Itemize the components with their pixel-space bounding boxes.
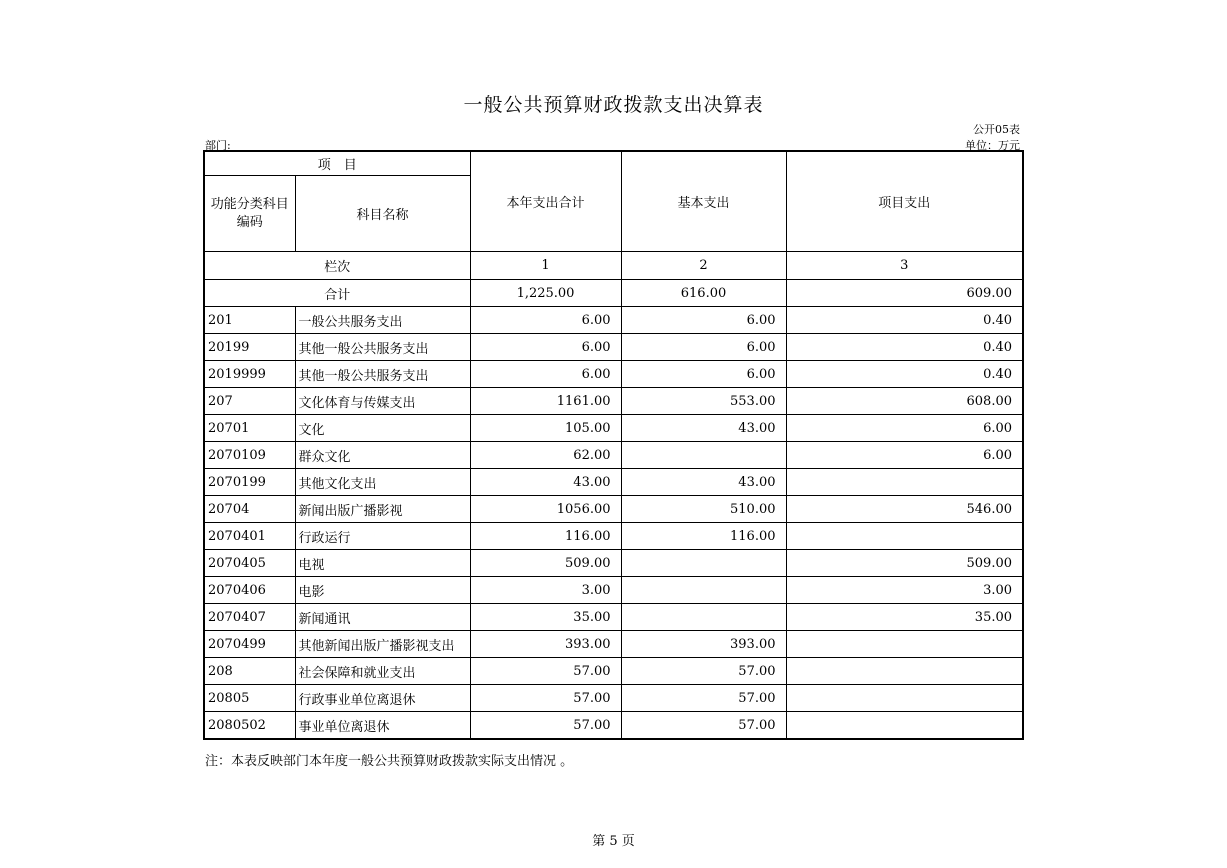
row-total: 3.00 xyxy=(470,577,621,604)
row-total: 6.00 xyxy=(470,361,621,388)
row-subject-name: 社会保障和就业支出 xyxy=(295,658,470,685)
row-total: 6.00 xyxy=(470,307,621,334)
row-basic: 6.00 xyxy=(621,361,786,388)
row-subject-name: 新闻通讯 xyxy=(295,604,470,631)
table-row xyxy=(204,631,1023,658)
page-number: 第 5 页 xyxy=(592,834,635,849)
row-project: 35.00 xyxy=(786,604,1023,631)
row-code: 2070109 xyxy=(204,442,295,469)
table-row xyxy=(204,496,1023,523)
column-index-2: 2 xyxy=(621,252,786,280)
row-code: 20805 xyxy=(204,685,295,712)
row-project: 3.00 xyxy=(786,577,1023,604)
row-subject-name: 电视 xyxy=(295,550,470,577)
table-header xyxy=(204,151,1023,307)
row-project xyxy=(786,523,1023,550)
table-row xyxy=(204,442,1023,469)
row-total: 57.00 xyxy=(470,712,621,740)
row-project: 0.40 xyxy=(786,361,1023,388)
table-row xyxy=(204,604,1023,631)
row-project xyxy=(786,685,1023,712)
header-basic: 基本支出 xyxy=(621,151,786,252)
row-code: 208 xyxy=(204,658,295,685)
row-code: 2070407 xyxy=(204,604,295,631)
row-project xyxy=(786,658,1023,685)
row-total: 57.00 xyxy=(470,685,621,712)
row-total: 105.00 xyxy=(470,415,621,442)
row-total: 1161.00 xyxy=(470,388,621,415)
row-project: 546.00 xyxy=(786,496,1023,523)
row-code: 201 xyxy=(204,307,295,334)
row-project xyxy=(786,712,1023,740)
table-row xyxy=(204,415,1023,442)
row-basic: 57.00 xyxy=(621,712,786,740)
row-total: 62.00 xyxy=(470,442,621,469)
row-project: 6.00 xyxy=(786,442,1023,469)
row-project: 0.40 xyxy=(786,334,1023,361)
row-project xyxy=(786,469,1023,496)
row-project xyxy=(786,631,1023,658)
row-basic: 43.00 xyxy=(621,469,786,496)
row-code: 20701 xyxy=(204,415,295,442)
table-row xyxy=(204,685,1023,712)
row-code: 2070499 xyxy=(204,631,295,658)
row-basic: 57.00 xyxy=(621,658,786,685)
row-code: 20199 xyxy=(204,334,295,361)
row-subject-name: 一般公共服务支出 xyxy=(295,307,470,334)
header-item: 项 目 xyxy=(204,151,470,176)
row-basic xyxy=(621,550,786,577)
row-total: 57.00 xyxy=(470,658,621,685)
row-subject-name: 文化体育与传媒支出 xyxy=(295,388,470,415)
column-index-label: 栏次 xyxy=(204,252,470,280)
total-row xyxy=(204,280,1023,307)
expenditure-table xyxy=(203,150,1024,740)
row-basic: 116.00 xyxy=(621,523,786,550)
column-index-1: 1 xyxy=(470,252,621,280)
row-total: 1056.00 xyxy=(470,496,621,523)
row-subject-name: 行政运行 xyxy=(295,523,470,550)
row-basic: 6.00 xyxy=(621,334,786,361)
header-func-code: 功能分类科目编码 xyxy=(204,176,295,252)
row-basic: 510.00 xyxy=(621,496,786,523)
row-code: 2080502 xyxy=(204,712,295,740)
column-index-row xyxy=(204,252,1023,280)
row-subject-name: 电影 xyxy=(295,577,470,604)
row-basic: 393.00 xyxy=(621,631,786,658)
row-project: 608.00 xyxy=(786,388,1023,415)
row-subject-name: 其他新闻出版广播影视支出 xyxy=(295,631,470,658)
row-project: 509.00 xyxy=(786,550,1023,577)
column-index-3: 3 xyxy=(786,252,1023,280)
row-total: 43.00 xyxy=(470,469,621,496)
row-code: 207 xyxy=(204,388,295,415)
row-project: 0.40 xyxy=(786,307,1023,334)
table-row xyxy=(204,550,1023,577)
row-basic xyxy=(621,442,786,469)
row-total: 35.00 xyxy=(470,604,621,631)
row-subject-name: 其他一般公共服务支出 xyxy=(295,334,470,361)
row-subject-name: 其他文化支出 xyxy=(295,469,470,496)
total-basic: 616.00 xyxy=(621,280,786,307)
table-row xyxy=(204,469,1023,496)
row-code: 2019999 xyxy=(204,361,295,388)
unit-label: 单位：万元 xyxy=(965,139,1020,152)
row-code: 2070401 xyxy=(204,523,295,550)
row-basic xyxy=(621,577,786,604)
department-label: 部门: xyxy=(205,139,231,152)
table-row xyxy=(204,658,1023,685)
row-subject-name: 新闻出版广播影视 xyxy=(295,496,470,523)
form-number: 公开05表 xyxy=(973,123,1020,136)
row-subject-name: 文化 xyxy=(295,415,470,442)
row-basic: 6.00 xyxy=(621,307,786,334)
row-total: 393.00 xyxy=(470,631,621,658)
row-subject-name: 行政事业单位离退休 xyxy=(295,685,470,712)
table-row xyxy=(204,307,1023,334)
row-basic: 57.00 xyxy=(621,685,786,712)
row-basic: 553.00 xyxy=(621,388,786,415)
total-project: 609.00 xyxy=(786,280,1023,307)
row-subject-name: 事业单位离退休 xyxy=(295,712,470,740)
row-total: 116.00 xyxy=(470,523,621,550)
total-label: 合计 xyxy=(204,280,470,307)
row-total: 6.00 xyxy=(470,334,621,361)
table-row xyxy=(204,523,1023,550)
page-title: 一般公共预算财政拨款支出决算表 xyxy=(463,94,764,116)
header-total: 本年支出合计 xyxy=(470,151,621,252)
row-basic: 43.00 xyxy=(621,415,786,442)
header-subject-name: 科目名称 xyxy=(295,176,470,252)
row-code: 2070405 xyxy=(204,550,295,577)
header-project: 项目支出 xyxy=(786,151,1023,252)
row-subject-name: 其他一般公共服务支出 xyxy=(295,361,470,388)
table-row xyxy=(204,388,1023,415)
table-row xyxy=(204,334,1023,361)
table-body xyxy=(204,307,1023,740)
row-code: 2070406 xyxy=(204,577,295,604)
footnote: 注：本表反映部门本年度一般公共预算财政拨款实际支出情况 。 xyxy=(205,754,574,769)
row-code: 2070199 xyxy=(204,469,295,496)
table-row xyxy=(204,577,1023,604)
row-project: 6.00 xyxy=(786,415,1023,442)
row-code: 20704 xyxy=(204,496,295,523)
row-subject-name: 群众文化 xyxy=(295,442,470,469)
total-amount: 1,225.00 xyxy=(470,280,621,307)
row-basic xyxy=(621,604,786,631)
table-row xyxy=(204,712,1023,740)
row-total: 509.00 xyxy=(470,550,621,577)
table-row xyxy=(204,361,1023,388)
